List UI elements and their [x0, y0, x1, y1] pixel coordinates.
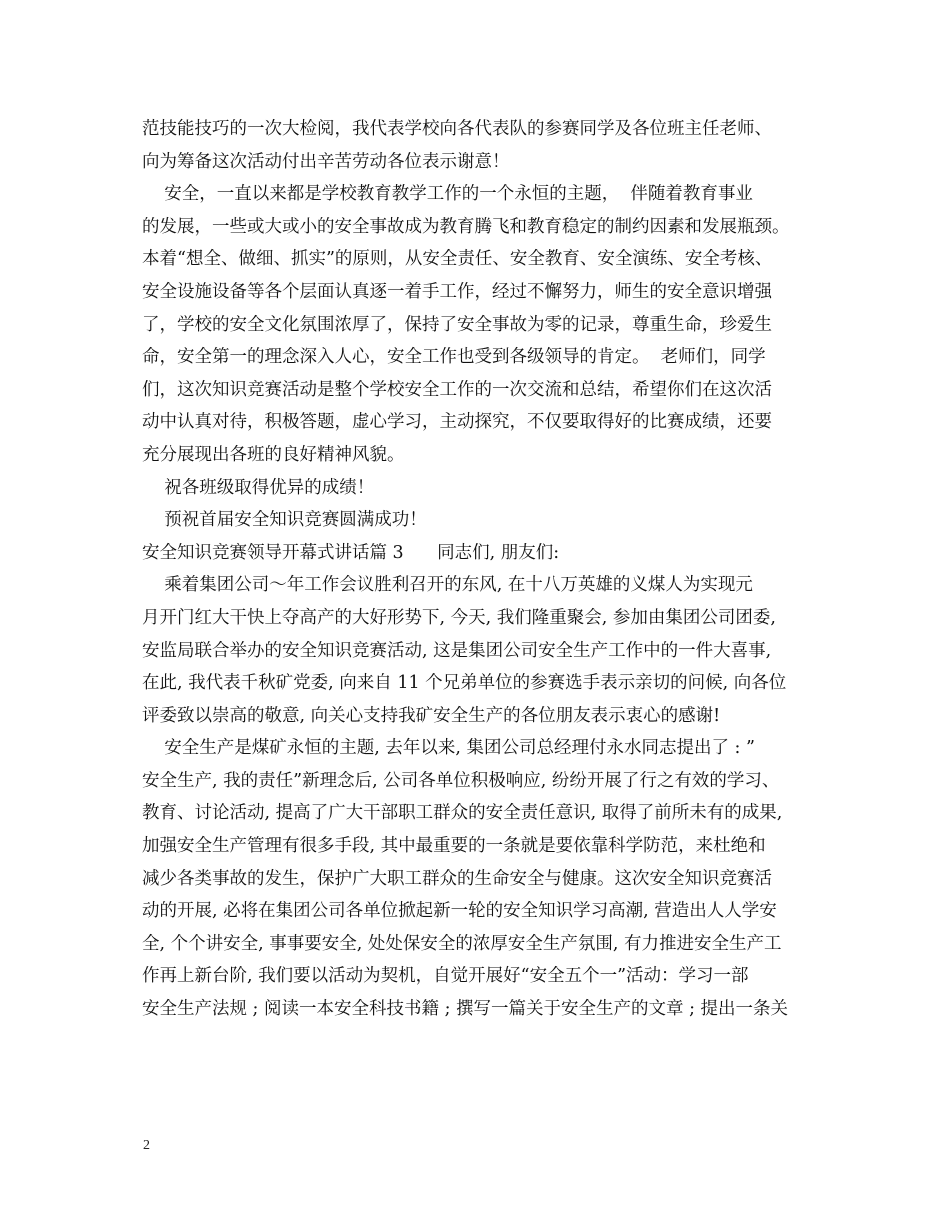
text-line: 了，学校的安全文化氛围浓厚了，保持了安全事故为零的记录，尊重生命，珍爱生 [142, 314, 772, 335]
text-line: 动中认真对待，积极答题，虚心学习，主动探究，不仅要取得好的比赛成绩，还要 [142, 412, 772, 433]
text-line: 安全生产法规 ; 阅读一本安全科技书籍 ; 撰写一篇关于安全生产的文章 ; 提出一条关 [142, 999, 789, 1020]
text-line: 祝各班级取得优异的成绩！ [142, 477, 375, 498]
text-line: 命，安全第一的理念深入人心，安全工作也受到各级领导的肯定。 老师们，同学 [142, 347, 766, 368]
text-line: 向为筹备这次活动付出辛苦劳动各位表示谢意！ [142, 151, 510, 172]
text-line: 减少各类事故的发生，保护广大职工群众的生命安全与健康。这次安全知识竞赛活 [142, 868, 772, 889]
text-line: 的发展，一些或大或小的安全事故成为教育腾飞和教育稳定的制约因素和发展瓶颈。 [142, 216, 790, 237]
text-line: 预祝首届安全知识竞赛圆满成功！ [142, 510, 427, 531]
text-line: 本着“想全、做细、抓实”的原则，从安全责任、安全教育、安全演练、安全考核、 [142, 249, 773, 270]
text-line: 动的开展, 必将在集团公司各单位掀起新一轮的安全知识学习高潮, 营造出人人学安 [142, 901, 777, 922]
text-line: 安监局联合举办的安全知识竞赛活动, 这是集团公司安全生产工作中的一件大喜事, [142, 640, 772, 661]
text-line: 在此, 我代表千秋矿党委, 向来自 11 个兄弟单位的参赛选手表示亲切的问候, 向各位 [142, 673, 787, 694]
text-line: 教育、讨论活动, 提高了广大干部职工群众的安全责任意识, 取得了前所未有的成果, [142, 803, 783, 824]
text-line: 充分展现出各班的良好精神风貌。 [142, 444, 405, 465]
text-line: 安全设施设备等各个层面认真逐一着手工作，经过不懈努力，师生的安全意识增强 [142, 281, 772, 302]
text-line: 安全，一直以来都是学校教育教学工作的一个永恒的主题， 伴随着教育事业 [142, 184, 753, 205]
text-line: 乘着集团公司～年工作会议胜利召开的东风, 在十八万英雄的义煤人为实现元 [142, 575, 753, 596]
text-line: 安全生产, 我的责任”新理念后, 公司各单位积极响应, 纷纷开展了行之有效的学习、 [142, 770, 780, 791]
text-line: 评委致以崇高的敬意, 向关心支持我矿安全生产的各位朋友表示衷心的感谢! [142, 705, 721, 726]
section-heading: 安全知识竞赛领导开幕式讲话篇 3 同志们, 朋友们: [142, 542, 560, 563]
text-line: 作再上新台阶, 我们要以活动为契机，自觉开展好“安全五个一”活动：学习一部 [142, 966, 749, 987]
text-line: 月开门红大干快上夺高产的大好形势下, 今天, 我们隆重聚会, 参加由集团公司团委, [142, 607, 776, 628]
text-line: 安全生产是煤矿永恒的主题, 去年以来, 集团公司总经理付永水同志提出了 : ” [142, 738, 755, 759]
page-number: 2 [143, 1138, 150, 1153]
text-line: 加强安全生产管理有很多手段, 其中最重要的一条就是要依靠科学防范，来杜绝和 [142, 836, 766, 857]
text-line: 范技能技巧的一次大检阅，我代表学校向各代表队的参赛同学及各位班主任老师、 [142, 119, 772, 139]
text-line: 们，这次知识竞赛活动是整个学校安全工作的一次交流和总结，希望你们在这次活 [142, 379, 772, 400]
text-line: 全, 个个讲安全, 事事要安全, 处处保安全的浓厚安全生产氛围, 有力推进安全生产工 [142, 933, 782, 954]
body-text [142, 113, 822, 1026]
